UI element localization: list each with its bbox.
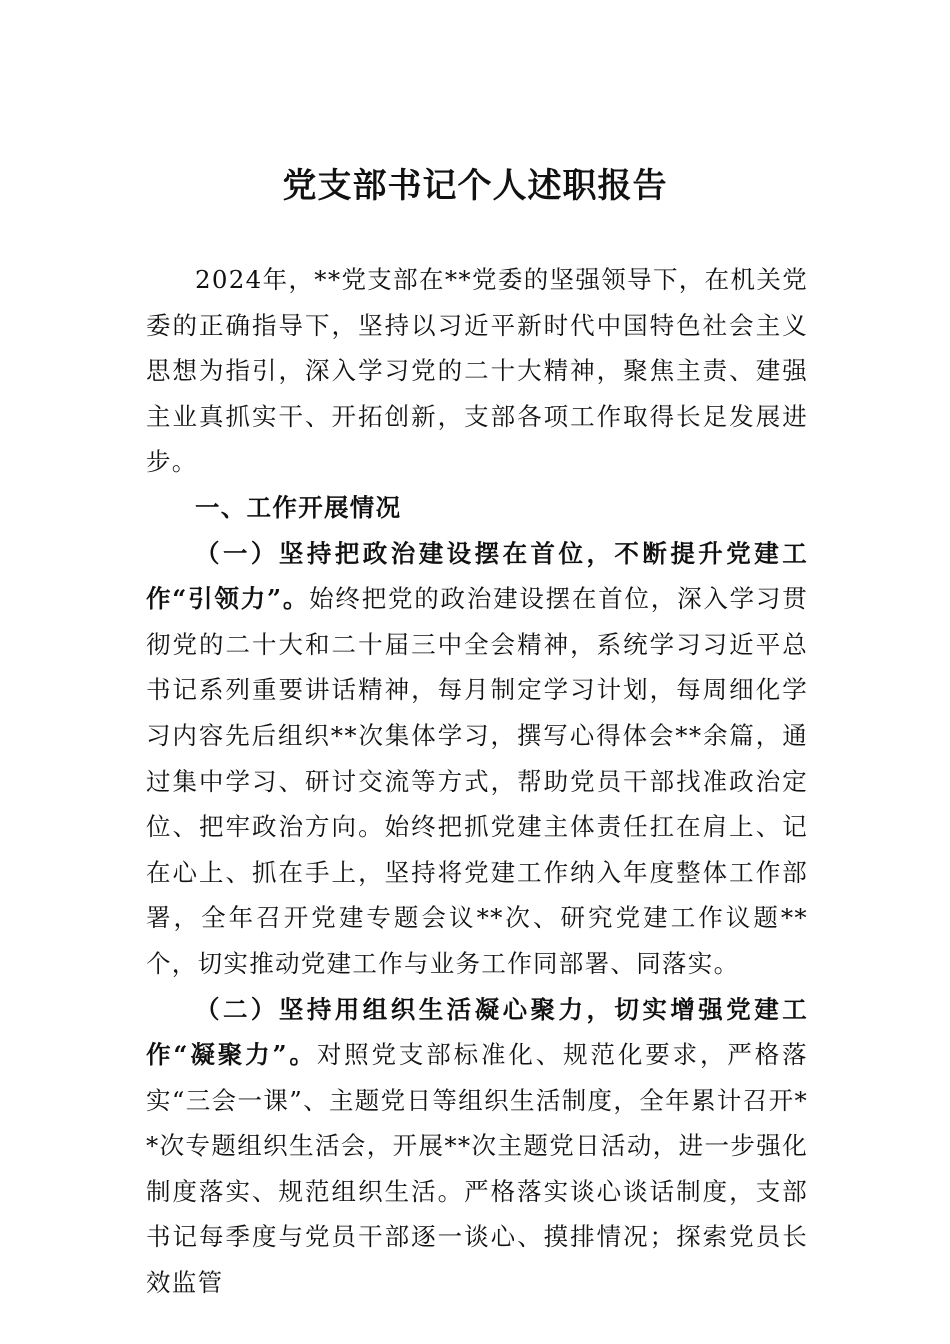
- item-1-lead: （一）坚持把政治建设摆在首位，不断提升党建工作“引领力”。: [146, 538, 808, 614]
- intro-paragraph: 2024年，**党支部在**党委的坚强领导下，在机关党委的正确指导下，坚持以习近平新时代中国特色社会主义思想为指引，深入学习党的二十大精神，聚焦主责、建强主业真抓实干、开拓创新，支部各项工作取得长足发展进步。: [146, 265, 808, 477]
- item-1-paragraph: [146, 531, 808, 987]
- document-body: [146, 257, 808, 1306]
- item-1-body: 始终把党的政治建设摆在首位，深入学习贯彻党的二十大和二十届三中全会精神，系统学习习近平总书记系列重要讲话精神，每月制定学习计划，每周细化学习内容先后组织**次集体学习，撰写心得体会**余篇，通过集中学习、研讨交流等方式，帮助党员干部找准政治定位、把牢政治方向。始终把抓党建主体责任扛在肩上、记在心上、抓在手上，坚持将党建工作纳入年度整体工作部署，全年召开党建专题会议**次、研究党建工作议题**个，切实推动党建工作与业务工作同部署、同落实。: [146, 584, 808, 978]
- section-heading: 一、工作开展情况: [195, 492, 402, 522]
- item-2-paragraph: [146, 987, 808, 1306]
- document-title: 党支部书记个人述职报告: [282, 166, 668, 206]
- item-2-lead: （二）坚持用组织生活凝心聚力，切实增强党建工作“凝聚力”。: [146, 994, 808, 1070]
- item-2-body: 对照党支部标准化、规范化要求，严格落实“三会一课”、主题党日等组织生活制度，全年累计召开**次专题组织生活会，开展**次主题党日活动，进一步强化制度落实、规范组织生活。严格落实谈心谈话制度，支部书记每季度与党员干部逐一谈心、摸排情况；探索党员长效监管: [146, 1040, 808, 1298]
